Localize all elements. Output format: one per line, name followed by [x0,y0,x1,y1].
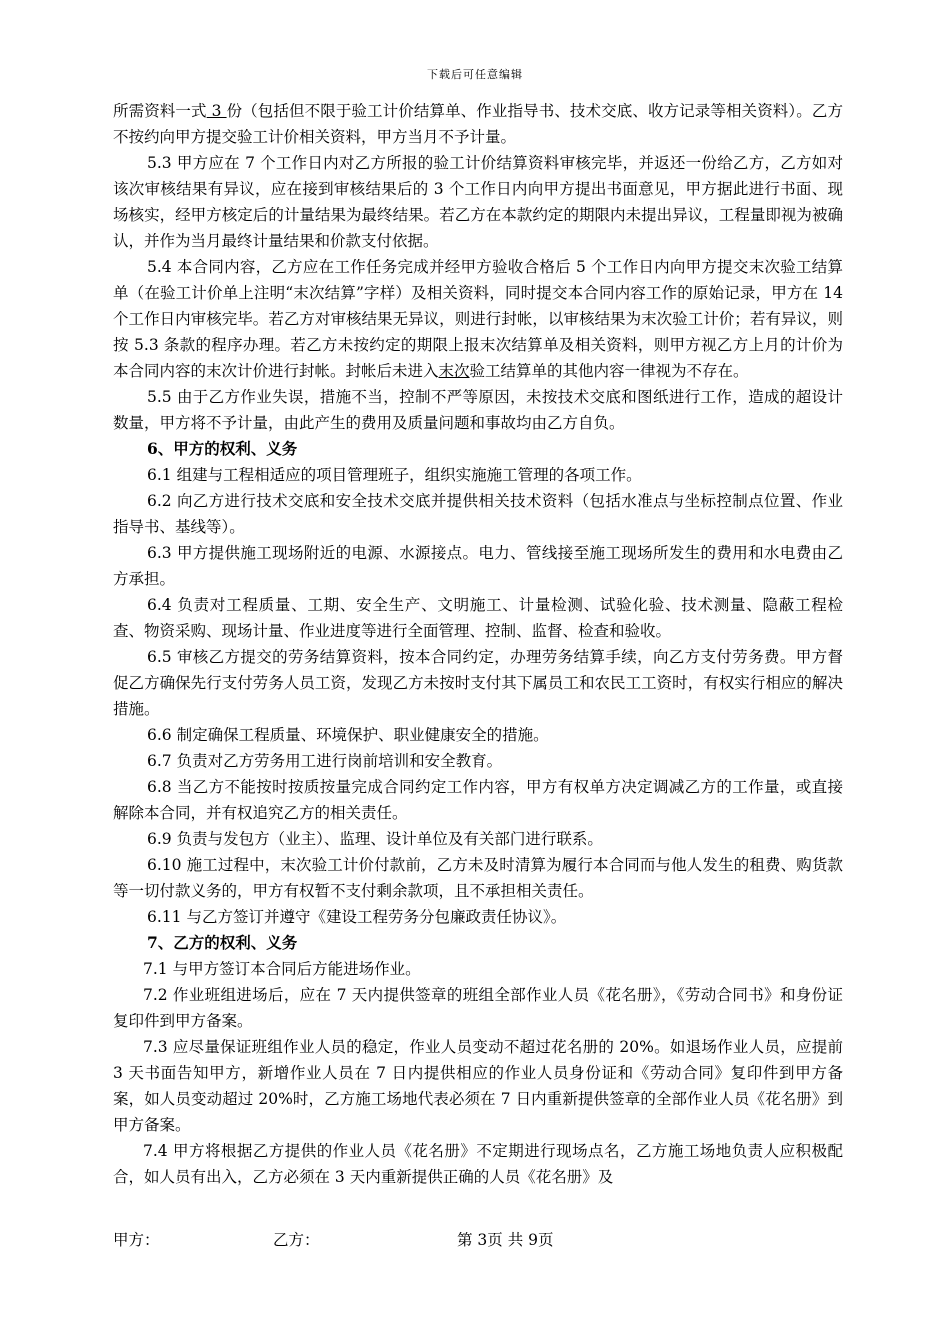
party-b-signature: 乙方： [273,1231,320,1249]
clause-7-4: 7.4 甲方将根据乙方提供的作业人员《花名册》不定期进行现场点名，乙方施工场地负责人应积极配合，如人员有出入，乙方必须在 3 天内重新提供正确的人员《花名册》及 [113,1142,843,1186]
page-number: 第 3页 共 9页 [457,1231,554,1249]
document-body [113,98,843,1190]
paragraph-materials: 所需资料一式 3 份（包括但不限于验工计价结算单、作业指导书、技术交底、收方记录等相关资料）。乙方不按约向甲方提交验工计价相关资料，甲方当月不予计量。 [113,102,843,146]
clause-5-4: 5.4 本合同内容，乙方应在工作任务完成并经甲方验收合格后 5 个工作日内向甲方提交末次验工结算单（在验工计价单上注明“末次结算”字样）及相关资料，同时提交本合同内容工作的原始记录，甲方在 14 个工作日内审核完毕。若乙方对审核结果无异议，则进行封帐，以审核结果为末次验工计价；若有异议，则按 5.3 条款的程序办理。若乙方未按约定的期限上报末次结算单及相关资料，则甲方视乙方上月的计价为本合同内容的末次计价进行封帐。封帐后未进入末次验工结算单的其他内容一律视为不存在。 [113,258,843,380]
party-a-signature: 甲方： [113,1231,160,1249]
copies-count: 3 [206,102,227,120]
clause-6-5: 6.5 审核乙方提交的劳务结算资料，按本合同约定，办理劳务结算手续，向乙方支付劳务费。甲方督促乙方确保先行支付劳务人员工资，发现乙方未按时支付其下属员工和农民工工资时，有权实行相应的解决措施。 [113,648,843,718]
clause-6-2: 6.2 向乙方进行技术交底和安全技术交底并提供相关技术资料（包括水准点与坐标控制点位置、作业指导书、基线等）。 [113,492,843,536]
clause-7-3: 7.3 应尽量保证班组作业人员的稳定，作业人员变动不超过花名册的 20%。如退场作业人员，应提前 3 天书面告知甲方，新增作业人员在 7 日内提供相应的作业人员身份证和《劳动合同》复印件到甲方备案，如人员变动超过 20%时，乙方施工场地代表必须在 7 日内重新提供签章的全部作业人员《花名册》到甲方备案。 [113,1038,843,1134]
clause-5-3: 5.3 甲方应在 7 个工作日内对乙方所报的验工计价结算资料审核完毕，并返还一份给乙方，乙方如对该次审核结果有异议，应在接到审核结果后的 3 个工作日内向甲方提出书面意见，甲方据此进行书面、现场核实，经甲方核定后的计量结果为最终结果。若乙方在本款约定的期限内未提出异议，工程量即视为被确认，并作为当月最终计量结果和价款支付依据。 [113,154,843,250]
section-heading-6: 6、甲方的权利、义务 [147,439,298,458]
clause-6-1: 6.1 组建与工程相适应的项目管理班子，组织实施施工管理的各项工作。 [147,466,642,484]
clause-7-2: 7.2 作业班组进场后，应在 7 天内提供签章的班组全部作业人员《花名册》，《劳动合同书》和身份证复印件到甲方备案。 [113,986,843,1030]
section-heading-7: 7、乙方的权利、义务 [147,933,298,952]
clause-6-3: 6.3 甲方提供施工现场附近的电源、水源接点。电力、管线接至施工现场所发生的费用和水电费由乙方承担。 [113,544,843,588]
clause-6-4: 6.4 负责对工程质量、工期、安全生产、文明施工、计量检测、试验化验、技术测量、隐蔽工程检查、物资采购、现场计量、作业进度等进行全面管理、控制、监督、检查和验收。 [113,596,843,640]
clause-6-8: 6.8 当乙方不能按时按质按量完成合同约定工作内容，甲方有权单方决定调减乙方的工作量，或直接解除本合同，并有权追究乙方的相关责任。 [113,778,843,822]
clause-6-9: 6.9 负责与发包方（业主）、监理、设计单位及有关部门进行联系。 [147,830,603,848]
clause-5-5: 5.5 由于乙方作业失误，措施不当，控制不严等原因，未按技术交底和图纸进行工作，造成的超设计数量，甲方将不予计量，由此产生的费用及质量问题和事故均由乙方自负。 [113,388,843,432]
underlined-term: 末次 [438,362,470,380]
clause-6-6: 6.6 制定确保工程质量、环境保护、职业健康安全的措施。 [147,726,549,744]
clause-7-1: 7.1 与甲方签订本合同后方能进场作业。 [143,960,421,978]
clause-6-10: 6.10 施工过程中，末次验工计价付款前，乙方未及时清算为履行本合同而与他人发生的租费、购货款等一切付款义务的，甲方有权暂不支付剩余款项，且不承担相关责任。 [113,856,843,900]
page-header: 下载后可任意编辑 [427,68,523,81]
clause-6-11: 6.11 与乙方签订并遵守《建设工程劳务分包廉政责任协议》。 [147,908,567,926]
clause-6-7: 6.7 负责对乙方劳务用工进行岗前培训和安全教育。 [147,752,503,770]
